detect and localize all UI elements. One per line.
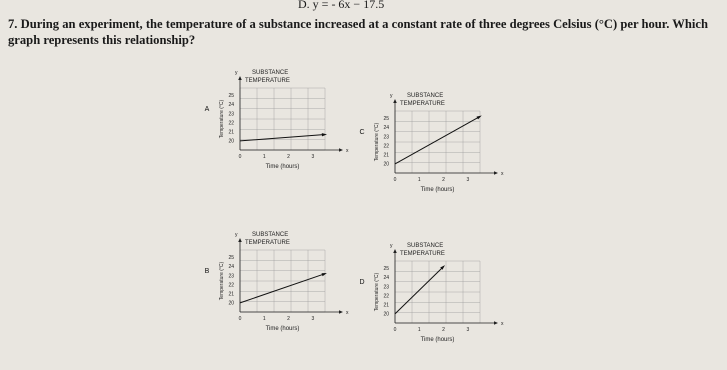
x-axis-arrow-icon [339,310,343,314]
data-line-arrow-icon [477,115,482,119]
x-tick-label: 3 [311,154,315,160]
x-axis-label: Time (hours) [420,337,455,343]
question-text: During an experiment, the temperature of a substance increased at a constant rate of three degrees Celsius (°C) per hour. Which graph represents this relationship? [8,17,708,47]
x-tick-label: 0 [393,327,397,333]
question-block [8,16,720,48]
option-letter: D [359,279,365,286]
x-axis-symbol: x [501,171,504,177]
y-tick-label: 20 [383,311,389,318]
y-axis-label: Temperature (°C) [219,261,225,301]
x-tick-label: 1 [417,177,421,183]
x-tick-label: 0 [238,316,242,322]
graph-a[interactable] [195,60,355,170]
x-tick-label: 3 [466,177,470,183]
graph-title-line2: TEMPERATURE [245,240,290,246]
graph-c[interactable] [350,83,510,193]
y-tick-label: 23 [383,134,389,141]
data-line [395,266,444,313]
y-axis-arrow-icon [393,99,397,103]
option-letter: B [204,268,210,275]
y-axis-label: Temperature (°C) [219,99,225,139]
y-axis-symbol: y [235,232,238,238]
x-axis-label: Time (hours) [420,187,455,193]
data-line [395,116,480,163]
y-tick-label: 22 [383,293,389,300]
y-tick-label: 25 [383,116,389,123]
graph-title-line1: SUBSTANCE [407,243,444,249]
graph-svg [350,233,510,343]
y-tick-label: 25 [228,93,234,100]
y-tick-label: 23 [228,111,234,118]
x-axis-label: Time (hours) [265,164,300,170]
graph-d[interactable] [350,233,510,343]
y-tick-label: 21 [383,302,389,309]
graph-b[interactable] [195,222,355,332]
y-tick-label: 23 [383,284,389,291]
x-axis-arrow-icon [494,321,498,325]
x-tick-label: 2 [442,327,445,333]
y-tick-label: 25 [383,266,389,273]
x-axis-symbol: x [346,148,349,154]
y-tick-label: 22 [228,120,234,127]
data-line-arrow-icon [322,133,327,136]
y-tick-label: 22 [383,143,389,150]
y-axis-arrow-icon [238,76,242,80]
graph-svg [195,60,355,170]
y-tick-label: 21 [383,152,389,159]
option-letter: C [359,129,365,136]
graph-title-line1: SUBSTANCE [407,93,444,99]
y-tick-label: 20 [228,138,234,145]
data-line-arrow-icon [322,273,327,276]
previous-answer-choice [298,0,384,12]
y-tick-label: 24 [383,125,389,132]
x-axis-label: Time (hours) [265,326,300,332]
x-tick-label: 3 [466,327,470,333]
y-axis-symbol: y [390,243,393,249]
y-tick-label: 24 [228,264,234,271]
x-tick-label: 1 [262,316,266,322]
x-axis-symbol: x [501,321,504,327]
x-tick-label: 2 [442,177,445,183]
y-tick-label: 25 [228,255,234,262]
x-tick-label: 0 [238,154,242,160]
y-tick-label: 24 [383,275,389,282]
y-tick-label: 20 [383,161,389,168]
x-tick-label: 3 [311,316,315,322]
graph-title-line1: SUBSTANCE [252,232,289,238]
question-number: 7. [8,17,18,31]
y-tick-label: 23 [228,273,234,280]
y-axis-arrow-icon [238,238,242,242]
data-line [240,274,325,303]
graph-title-line1: SUBSTANCE [252,70,289,76]
y-tick-label: 20 [228,300,234,307]
x-tick-label: 0 [393,177,397,183]
graph-title-line2: TEMPERATURE [400,251,445,257]
y-axis-symbol: y [390,93,393,99]
y-tick-label: 21 [228,291,234,298]
graph-title-line2: TEMPERATURE [400,101,445,107]
x-tick-label: 1 [417,327,421,333]
y-tick-label: 24 [228,102,234,109]
x-axis-symbol: x [346,310,349,316]
choice-letter: D. [298,0,310,11]
y-tick-label: 21 [228,129,234,136]
graph-title-line2: TEMPERATURE [245,78,290,84]
y-tick-label: 22 [228,282,234,289]
graph-svg [350,83,510,193]
x-tick-label: 2 [287,154,290,160]
y-axis-label: Temperature (°C) [374,122,380,162]
x-tick-label: 1 [262,154,266,160]
option-letter: A [204,106,210,113]
x-tick-label: 2 [287,316,290,322]
graph-svg [195,222,355,332]
y-axis-symbol: y [235,70,238,76]
x-axis-arrow-icon [494,171,498,175]
choice-equation: y = - 6x − 17.5 [312,0,385,11]
x-axis-arrow-icon [339,148,343,152]
y-axis-arrow-icon [393,249,397,253]
y-axis-label: Temperature (°C) [374,272,380,312]
data-line [240,135,325,141]
